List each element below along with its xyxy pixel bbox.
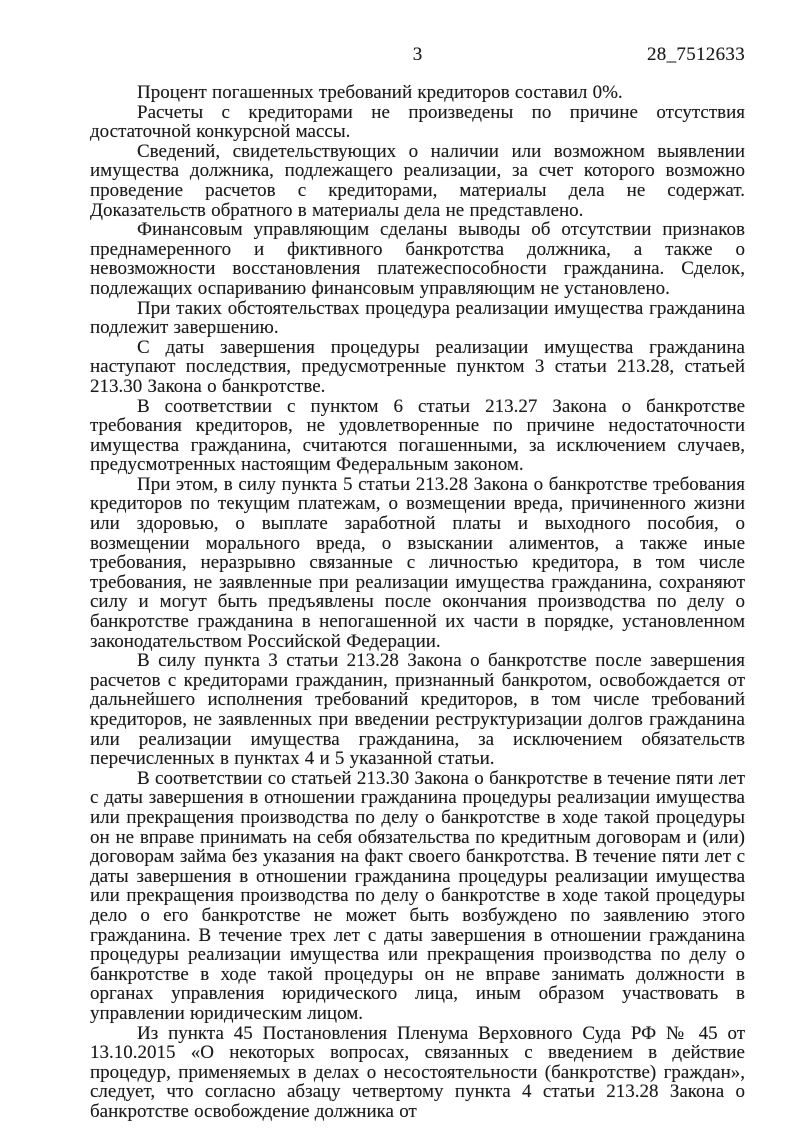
paragraph: Финансовым управляющим сделаны выводы об отсутствии признаков преднамеренного и фиктивного банкротства должника, а также о невозможности восстановления платежеспособности гражданина. Сделок, подлежащих оспариванию финансовым управляющим не установлено. — [90, 219, 745, 299]
document-id: 28_7512633 — [647, 44, 745, 65]
paragraph: Из пункта 45 Постановления Пленума Верховного Суда РФ № 45 от 13.10.2015 «О некоторых вопросах, связанных с введением в действие процедур, применяемых в делах о несостоятельности (банкротстве) граждан», следует, что согласно абзацу четвертому пункта 4 статьи 213.28 Закона о банкротстве освобождение должника от — [90, 1022, 745, 1122]
paragraph: Процент погашенных требований кредиторов составил 0%. — [137, 82, 623, 103]
page-number: 3 — [412, 44, 423, 65]
page-header — [90, 45, 745, 65]
paragraph: При этом, в силу пункта 5 статьи 213.28 Закона о банкротстве требования кредиторов по текущим платежам, о возмещении вреда, причиненного жизни или здоровью, о выплате заработной платы и выходного пособия, о возмещении морального вреда, о взыскании алиментов, а также иные требования, неразрывно связанные с личностью кредитора, в том числе требования, не заявленные при реализации имущества гражданина, сохраняют силу и могут быть предъявлены после окончания производства по делу о банкротстве гражданина в непогашенной их части в порядке, установленном законодательством Российской Федерации. — [90, 473, 745, 652]
paragraph: Сведений, свидетельствующих о наличии или возможном выявлении имущества должника, подлежащего реализации, за счет которого возможно проведение расчетов с кредиторами, материалы дела не содержат. Доказательств обратного в материалы дела не представлено. — [90, 140, 745, 221]
paragraph: Расчеты с кредиторами не произведены по причине отсутствия достаточной конкурсной массы. — [90, 101, 745, 143]
paragraph: В силу пункта 3 статьи 213.28 Закона о банкротстве после завершения расчетов с кредиторами гражданин, признанный банкротом, освобождается от дальнейшего исполнения требований кредиторов, в том числе требований кредиторов, не заявленных при введении реструктуризации долгов гражданина или реализации имущества гражданина, за исключением обязательств перечисленных в пунктах 4 и 5 указанной статьи. — [90, 650, 745, 770]
paragraph: В соответствии с пунктом 6 статьи 213.27 Закона о банкротстве требования кредиторов, не удовлетворенные по причине недостаточности имущества гражданина, считаются погашенными, за исключением случаев, предусмотренных настоящим Федеральным законом. — [90, 395, 745, 476]
paragraph: В соответствии со статьей 213.30 Закона о банкротстве в течение пяти лет с даты завершения в отношении гражданина процедуры реализации имущества или прекращения производства по делу о банкротстве в ходе такой процедуры он не вправе принимать на себя обязательства по кредитным договорам и (или) договорам займа без указания на факт своего банкротства. В течение пяти лет с даты завершения в отношении гражданина процедуры реализации имущества или прекращения производства по делу о банкротстве в ходе такой процедуры дело о его банкротстве не может быть возбуждено по заявлению этого гражданина. В течение трех лет с даты завершения в отношении гражданина процедуры реализации имущества или прекращения производства по делу о банкротстве в ходе такой процедуры он не вправе занимать должности в органах управления юридического лица, иным образом участвовать в управлении юридическим лицом. — [90, 767, 745, 1024]
paragraph: С даты завершения процедуры реализации имущества гражданина наступают последствия, предусмотренные пунктом 3 статьи 213.28, статьей 213.30 Закона о банкротстве. — [90, 336, 745, 397]
document-body — [90, 83, 745, 1121]
paragraph: При таких обстоятельствах процедура реализации имущества гражданина подлежит завершению. — [90, 297, 745, 339]
